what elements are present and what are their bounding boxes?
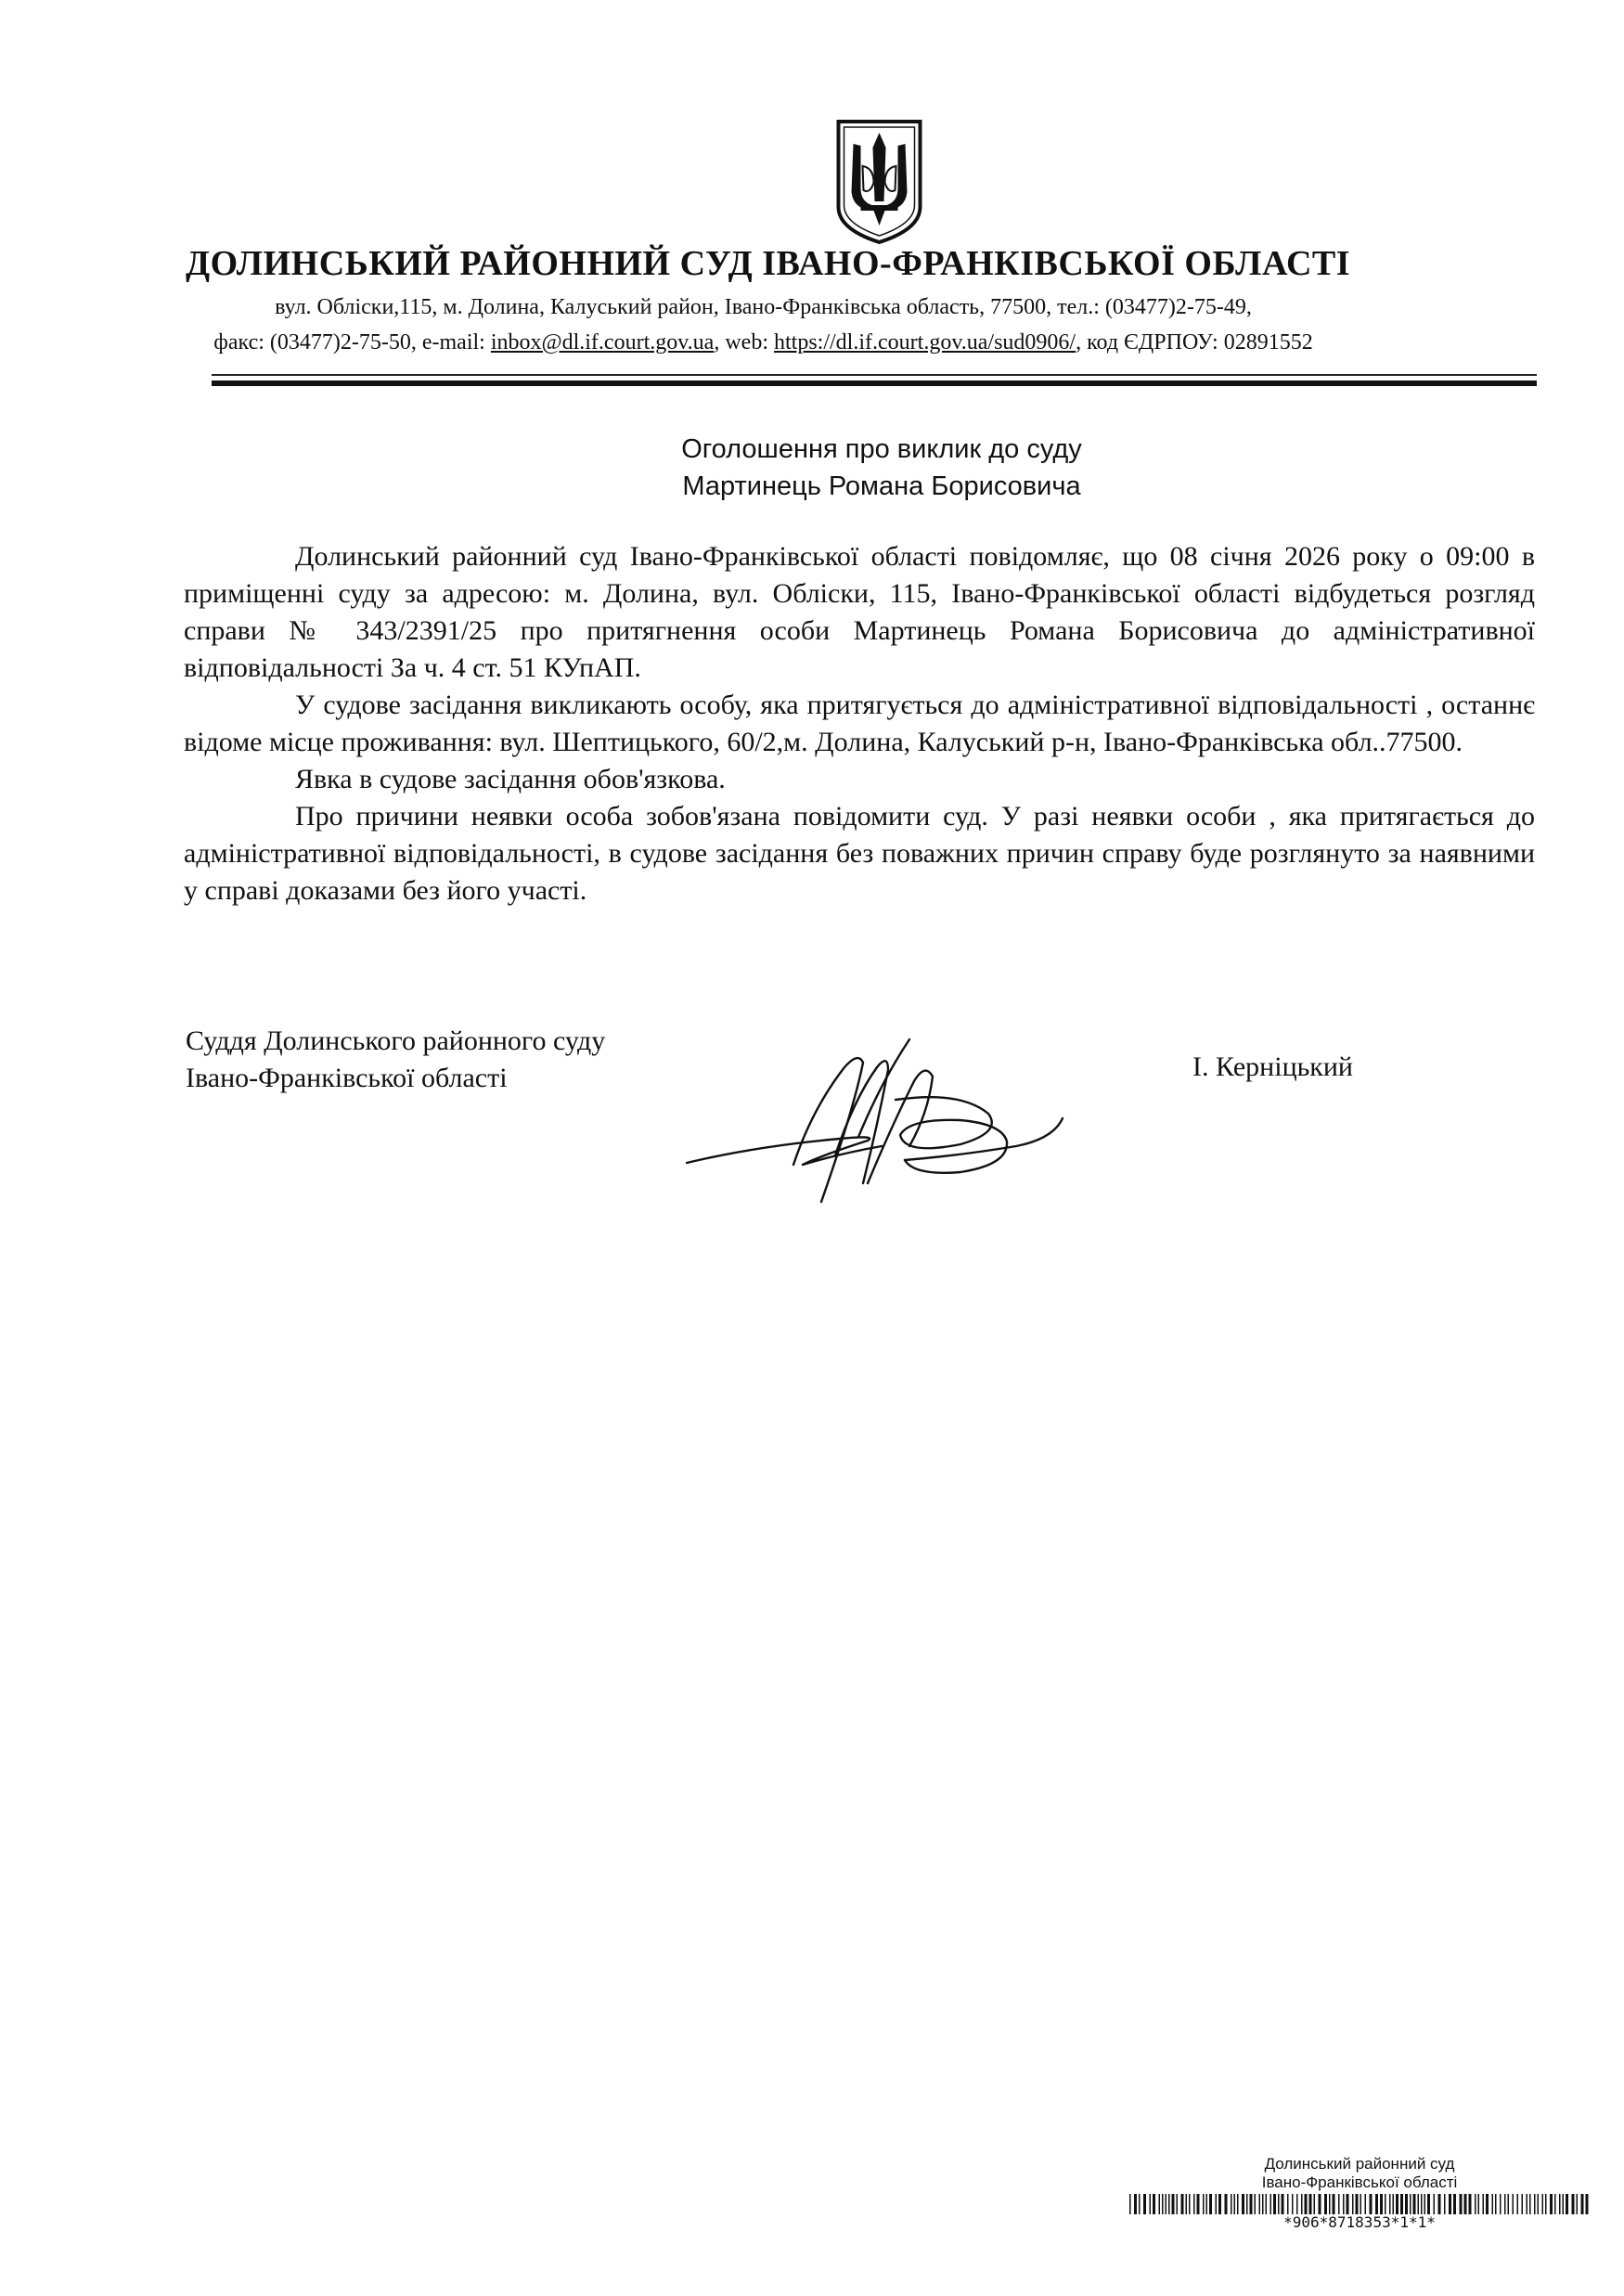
barcode-bar	[1314, 2194, 1316, 2214]
barcode-bar	[1273, 2194, 1276, 2214]
barcode-bar	[1385, 2194, 1386, 2214]
court-address: вул. Обліски,115, м. Долина, Калуський район, Івано-Франківська область, 77500, тел.: (03477)2-75-49,	[275, 295, 1252, 319]
paragraph-hearing: Долинський районний суд Івано-Франківської області повідомляє, що 08 січня 2026 року о 09:00 в приміщенні суду за адресою: м. Долина, вул. Обліски, 115, Івано-Франківської області відбудеться розгляд справи № 343/2391/25 про притягнення особи Мартинець Романа Борисовича до адміністративної відповідальності За ч. 4 ст. 51 КУпАП.	[184, 541, 1535, 683]
barcode-bar	[1486, 2194, 1489, 2214]
barcode-bar	[1405, 2194, 1408, 2214]
stamp-court-name: Долинський районний суд	[1264, 2155, 1455, 2173]
barcode-bar	[1389, 2194, 1391, 2214]
web-label: , web:	[714, 330, 768, 355]
barcode-bar	[1418, 2194, 1420, 2214]
barcode-bar	[1529, 2194, 1531, 2214]
barcode-bar	[1162, 2194, 1164, 2214]
barcode-bar	[1508, 2194, 1510, 2214]
barcode-bar	[1492, 2194, 1494, 2214]
barcode-bar	[1197, 2194, 1200, 2214]
barcode-bar	[1517, 2194, 1519, 2214]
court-contacts	[186, 330, 1341, 355]
barcode-bar	[1504, 2194, 1506, 2214]
barcode-bar	[1270, 2194, 1272, 2214]
barcode-bar	[1338, 2194, 1340, 2214]
barcode-bar	[1278, 2194, 1280, 2214]
barcode-bar	[1301, 2194, 1303, 2214]
barcode-bar	[1483, 2194, 1485, 2214]
barcode-bar	[1231, 2194, 1232, 2214]
barcode-bar	[1550, 2194, 1553, 2214]
court-name: ДОЛИНСЬКИЙ РАЙОННИЙ СУД ІВАНО-ФРАНКІВСЬКОЇ ОБЛАСТІ	[186, 244, 1351, 283]
barcode-bar	[1216, 2194, 1218, 2214]
barcode-bar	[1538, 2194, 1540, 2214]
barcode-bar	[1287, 2194, 1289, 2214]
barcode-bar	[1572, 2194, 1575, 2214]
barcode-bar	[1356, 2194, 1359, 2214]
barcode-bar	[1444, 2194, 1446, 2214]
barcode-code: *906*8718353*1*1*	[1283, 2213, 1436, 2231]
barcode-bar	[1134, 2194, 1137, 2214]
barcode-bar	[1292, 2194, 1294, 2214]
barcode	[1128, 2194, 1592, 2214]
barcode-bar	[1453, 2194, 1456, 2214]
handwritten-signature	[682, 1025, 1072, 1216]
barcode-bar	[1139, 2194, 1141, 2214]
barcode-bar	[1168, 2194, 1170, 2214]
barcode-bar	[1343, 2194, 1345, 2214]
coat-of-arms-icon	[831, 116, 928, 246]
barcode-bar	[1250, 2194, 1253, 2214]
barcode-bar	[1246, 2194, 1248, 2214]
barcode-bar	[1413, 2194, 1416, 2214]
barcode-bar	[1324, 2194, 1327, 2214]
header-divider-thick	[212, 381, 1537, 386]
barcode-bar	[1554, 2194, 1556, 2214]
barcode-bar	[1143, 2194, 1146, 2214]
judge-position	[186, 1023, 605, 1097]
judge-position-line2: Івано-Франківської області	[186, 1063, 508, 1093]
email-link[interactable]: inbox@dl.if.court.gov.ua	[490, 330, 715, 355]
notice-title: Оголошення про виклик до суду	[681, 434, 1082, 464]
barcode-bar	[1542, 2194, 1544, 2214]
barcode-bar	[1365, 2194, 1367, 2214]
barcode-bar	[1242, 2194, 1244, 2214]
edrpou-code: 02891552	[1223, 330, 1313, 355]
barcode-bar	[1193, 2194, 1195, 2214]
web-link[interactable]: https://dl.if.court.gov.ua/sud0906/	[774, 330, 1076, 355]
barcode-bar	[1329, 2194, 1331, 2214]
barcode-bar	[1305, 2194, 1308, 2214]
paragraph-summons: У судове засідання викликають особу, яка притягується до адміністративної відповідальності , останнє відоме місце проживання: вул. Шептицького, 60/2,м. Долина, Калуський р-н, Івано-Франківська обл..77500.	[184, 690, 1535, 757]
barcode-bar	[1500, 2194, 1502, 2214]
barcode-bar	[1282, 2194, 1284, 2214]
paragraph-absence: Про причини неявки особа зобов'язана повідомити суд. У разі неявки особи , яка притягається до адміністративної відповідальності, в судове засідання без поважних причин справу буде розглянуто за наявними у справі доказами без його участі.	[184, 801, 1535, 906]
notice-body	[184, 538, 1535, 909]
barcode-bar	[1218, 2194, 1221, 2214]
barcode-bar	[1333, 2194, 1335, 2214]
barcode-bar	[1296, 2194, 1298, 2214]
barcode-bar	[1360, 2194, 1362, 2214]
barcode-bar	[1181, 2194, 1184, 2214]
barcode-bar	[1478, 2194, 1480, 2214]
barcode-bar	[1469, 2194, 1472, 2214]
barcode-bar	[1380, 2194, 1383, 2214]
barcode-bar	[1225, 2194, 1228, 2214]
barcode-bar	[1189, 2194, 1191, 2214]
barcode-bar	[1166, 2194, 1167, 2214]
barcode-bar	[1153, 2194, 1155, 2214]
barcode-bar	[1352, 2194, 1354, 2214]
barcode-bar	[1393, 2194, 1395, 2214]
barcode-bar	[1375, 2194, 1378, 2214]
registration-stamp	[1128, 2155, 1592, 2231]
barcode-bar	[1177, 2194, 1179, 2214]
barcode-bar	[1129, 2194, 1131, 2214]
barcode-bar	[1259, 2194, 1261, 2214]
barcode-bar	[1449, 2194, 1451, 2214]
barcode-bar	[1534, 2194, 1536, 2214]
header-divider-thin	[212, 374, 1537, 376]
barcode-bar	[1410, 2194, 1411, 2214]
barcode-bar	[1262, 2194, 1264, 2214]
barcode-bar	[1586, 2194, 1589, 2214]
barcode-bar	[1234, 2194, 1236, 2214]
barcode-bar	[1237, 2194, 1239, 2214]
barcode-bar	[1396, 2194, 1398, 2214]
barcode-bar	[1266, 2194, 1268, 2214]
barcode-bar	[1186, 2194, 1188, 2214]
edrpou-label: , код ЄДРПОУ:	[1076, 330, 1218, 355]
barcode-bar	[1563, 2194, 1565, 2214]
fax-label: факс: (03477)2-75-50, e-mail:	[213, 330, 485, 355]
stamp-region: Івано-Франківської області	[1261, 2173, 1458, 2191]
barcode-bar	[1460, 2194, 1463, 2214]
barcode-bar	[1427, 2194, 1430, 2214]
barcode-bar	[1347, 2194, 1349, 2214]
judge-name: І. Керніцький	[1192, 1051, 1353, 1082]
paragraph-attendance: Явка в судове засідання обов'язкова.	[295, 764, 726, 794]
barcode-bar	[1495, 2194, 1497, 2214]
barcode-bar	[1475, 2194, 1476, 2214]
barcode-bar	[1522, 2194, 1524, 2214]
barcode-bar	[1566, 2194, 1568, 2214]
barcode-bar	[1203, 2194, 1205, 2214]
barcode-bar	[1434, 2194, 1436, 2214]
barcode-bar	[1209, 2194, 1212, 2214]
barcode-bar	[1513, 2194, 1514, 2214]
barcode-bar	[1581, 2194, 1584, 2214]
barcode-bar	[1527, 2194, 1528, 2214]
barcode-bar	[1370, 2194, 1373, 2214]
barcode-bar	[1172, 2194, 1175, 2214]
barcode-bar	[1424, 2194, 1426, 2214]
barcode-bar	[1577, 2194, 1579, 2214]
barcode-bar	[1545, 2194, 1547, 2214]
barcode-bar	[1150, 2194, 1152, 2214]
notice-subject: Мартинець Романа Борисовича	[682, 471, 1081, 501]
barcode-bar	[1319, 2194, 1321, 2214]
barcode-bar	[1559, 2194, 1561, 2214]
barcode-bar	[1400, 2194, 1403, 2214]
barcode-bar	[1464, 2194, 1467, 2214]
barcode-bar	[1438, 2194, 1441, 2214]
barcode-bar	[1255, 2194, 1257, 2214]
judge-position-line1: Суддя Долинського районного суду	[186, 1025, 606, 1056]
barcode-bar	[1206, 2194, 1208, 2214]
barcode-bar	[1309, 2194, 1312, 2214]
barcode-bar	[1159, 2194, 1161, 2214]
barcode-bar	[1421, 2194, 1423, 2214]
